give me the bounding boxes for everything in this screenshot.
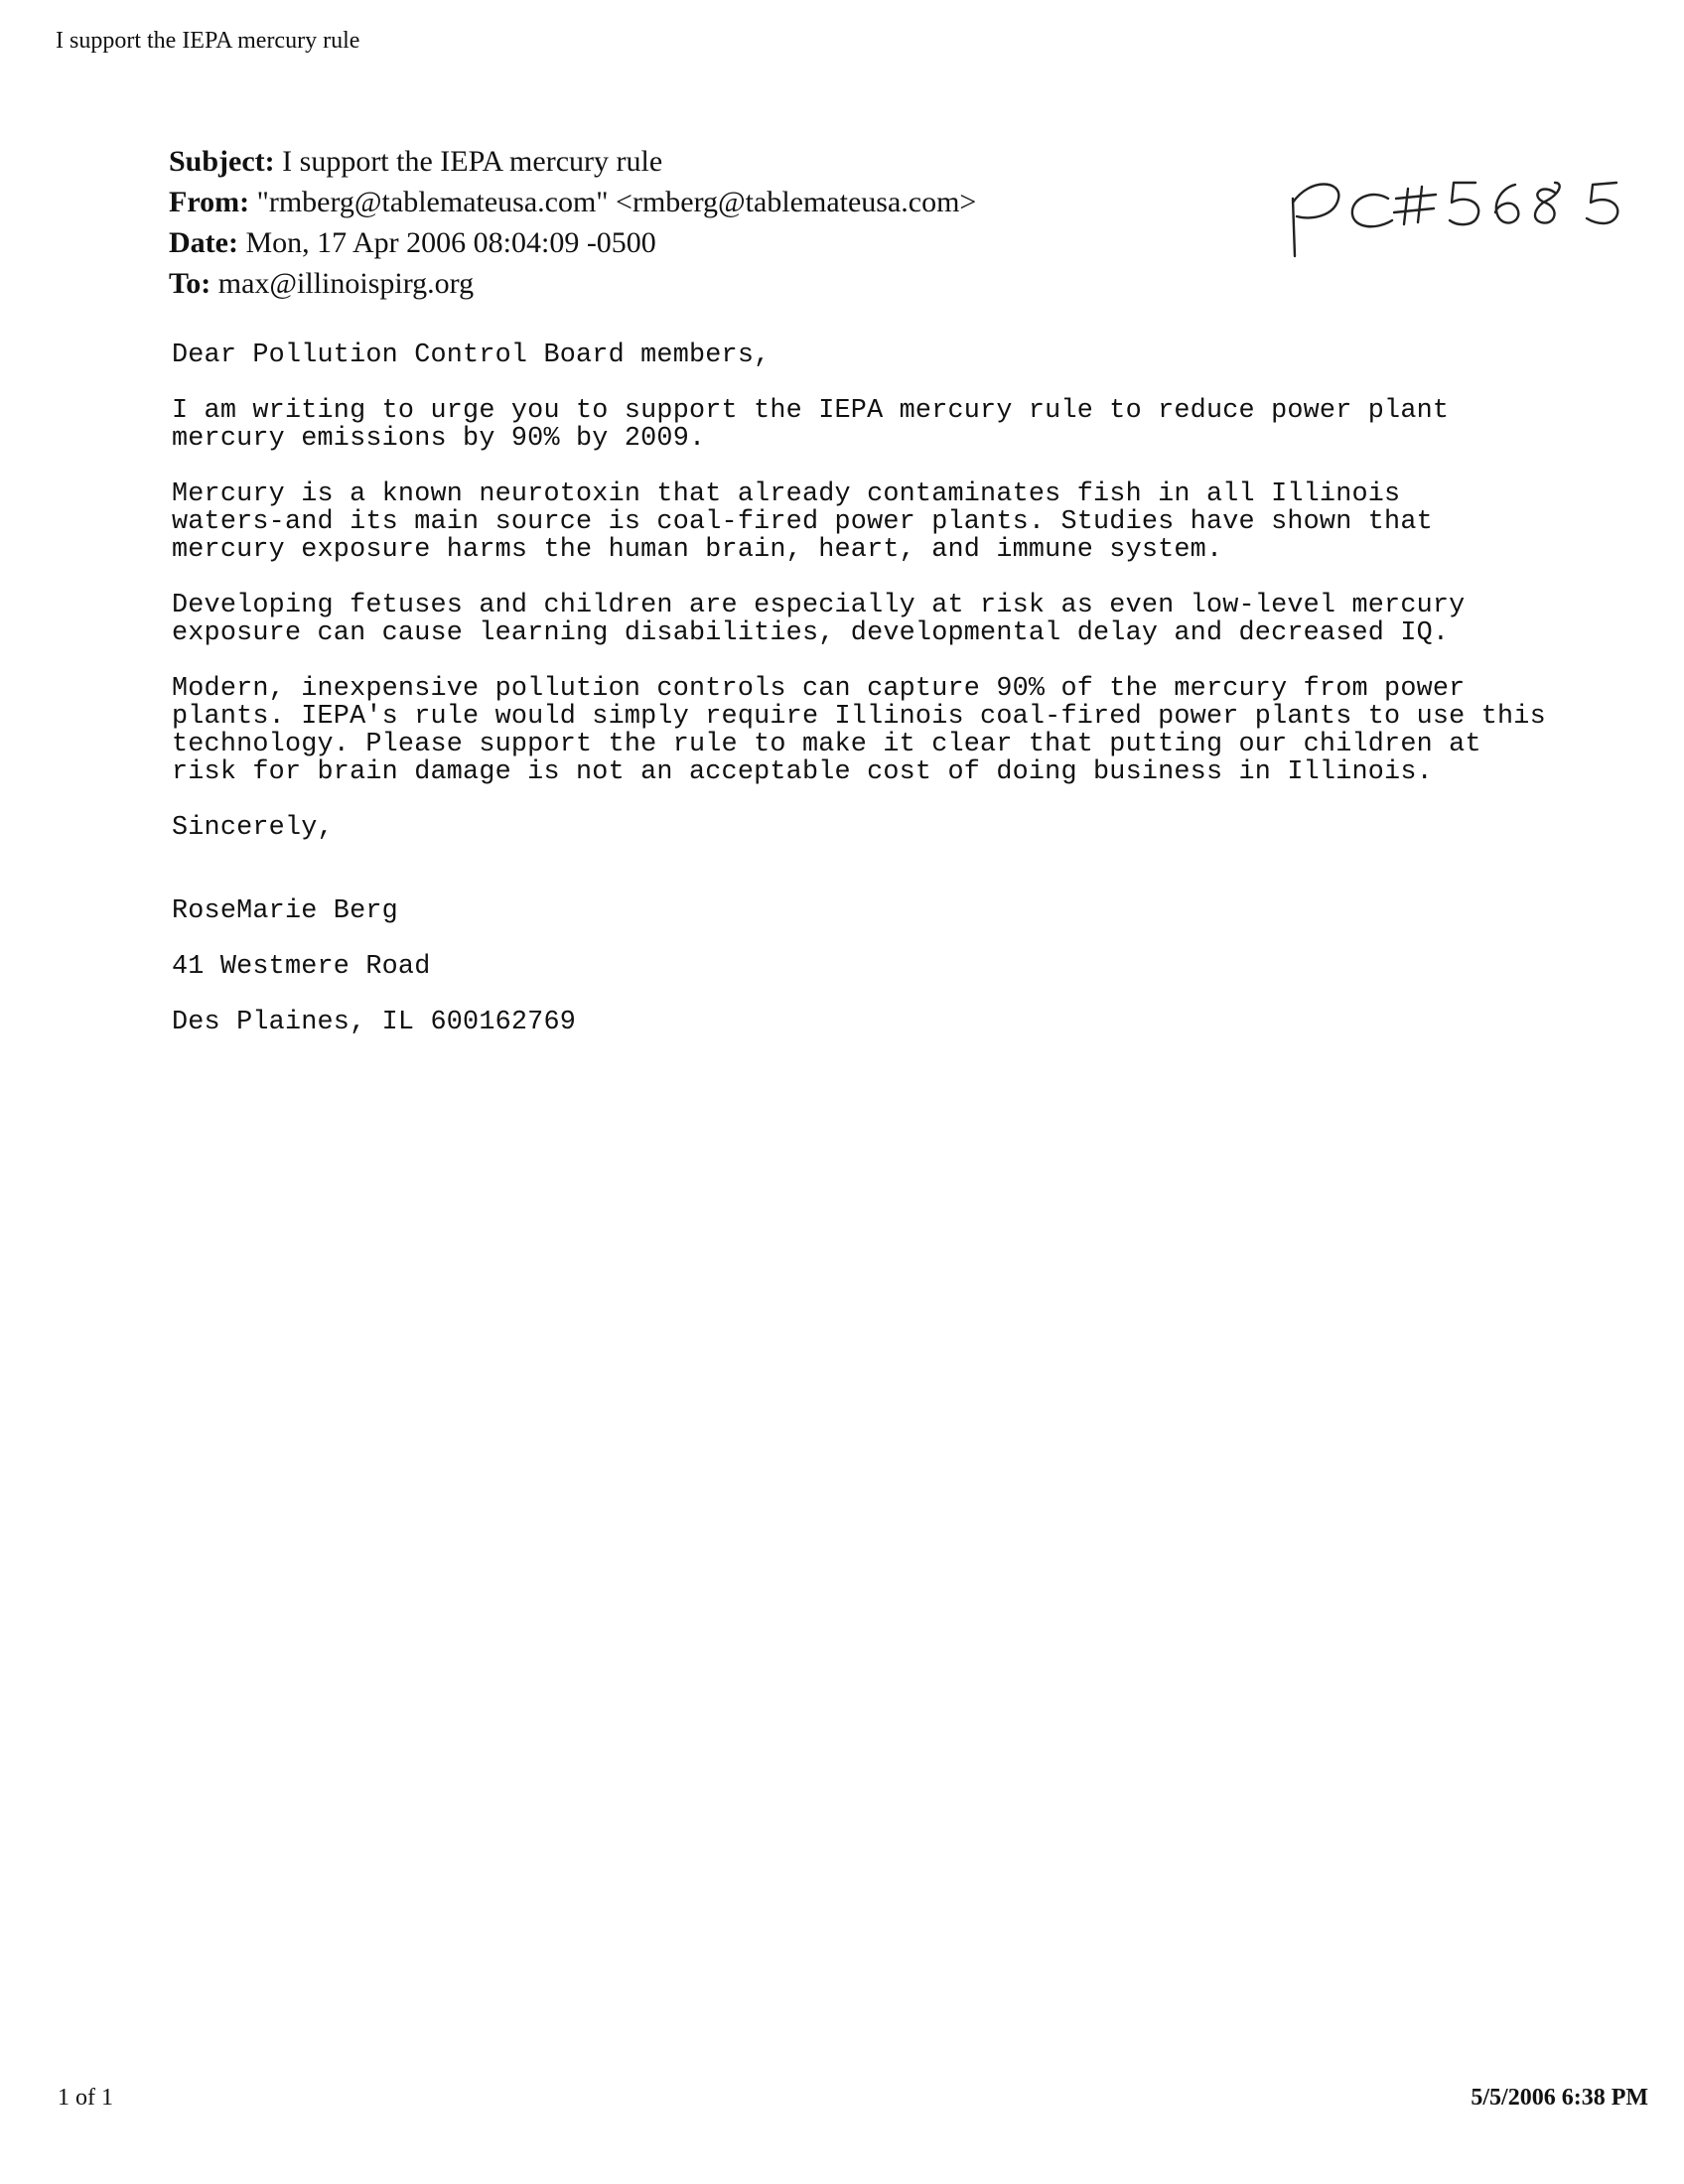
handwritten-pc-number: [1281, 159, 1658, 278]
to-row: [169, 263, 976, 304]
subject-row: [169, 141, 976, 182]
signature-address-line2: Des Plaines, IL 600162769: [172, 1008, 577, 1037]
signature-name: RoseMarie Berg: [172, 896, 398, 926]
subject-label: Subject:: [169, 145, 275, 178]
date-value: Mon, 17 Apr 2006 08:04:09 -0500: [245, 226, 656, 259]
date-row: [169, 222, 976, 263]
closing: Sincerely,: [172, 813, 334, 843]
from-value: "rmberg@tablemateusa.com" <rmberg@tablemateusa.com>: [256, 186, 977, 218]
subject-value: I support the IEPA mercury rule: [282, 145, 663, 178]
body-paragraph: Mercury is a known neurotoxin that already contaminates fish in all Illinois waters-and its main source is coal-fired power plants. Studies have shown that mercury exposure harms the human brain, heart, and immune system.: [172, 479, 1433, 565]
email-headers: [169, 141, 976, 304]
from-label: From:: [169, 186, 250, 218]
body-paragraph: Modern, inexpensive pollution controls can capture 90% of the mercury from power plants. IEPA's rule would simply require Illinois coal-fired power plants to use this technology. Please support the rule to make it clear that putting our children at risk for brain damage is not an acceptable cost of doing business in Illinois.: [172, 674, 1546, 787]
salutation: Dear Pollution Control Board members,: [172, 341, 771, 370]
body-paragraph: Developing fetuses and children are especially at risk as even low-level mercury exposure can cause learning disabilities, developmental delay and decreased IQ.: [172, 591, 1466, 648]
body-paragraph: I am writing to urge you to support the IEPA mercury rule to reduce power plant mercury emissions by 90% by 2009.: [172, 396, 1450, 454]
from-row: [169, 182, 976, 222]
date-label: Date:: [169, 226, 238, 259]
signature-block: [172, 870, 1562, 1064]
to-value: max@illinoispirg.org: [217, 267, 475, 300]
print-header-title: I support the IEPA mercury rule: [56, 28, 360, 54]
signature-address-line1: 41 Westmere Road: [172, 952, 431, 982]
email-body: [172, 341, 1562, 1064]
print-timestamp: 5/5/2006 6:38 PM: [1471, 2085, 1648, 2111]
page-count: 1 of 1: [58, 2085, 113, 2111]
to-label: To:: [169, 267, 211, 300]
